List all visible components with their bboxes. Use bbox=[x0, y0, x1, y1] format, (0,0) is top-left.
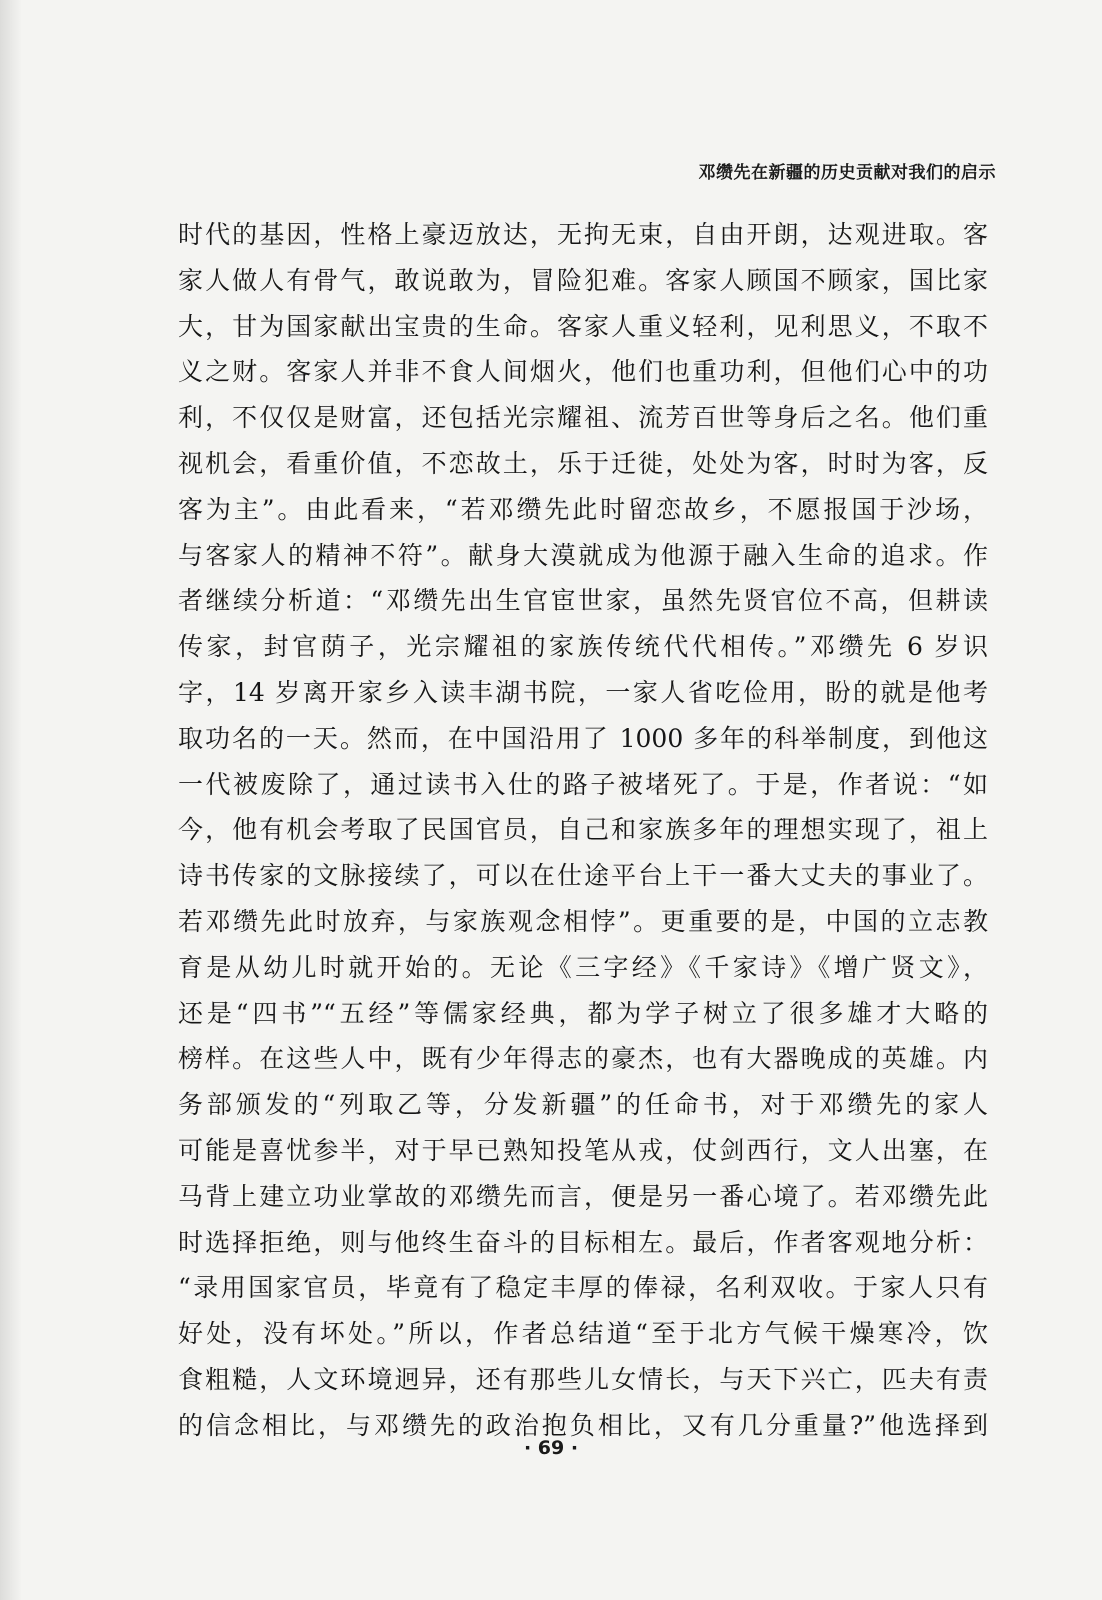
text-line: 诗书传家的文脉接续了，可以在仕途平台上干一番大丈夫的事业了。 bbox=[178, 861, 988, 891]
text-line: 与客家人的精神不符”。献身大漠就成为他源于融入生命的追求。作 bbox=[178, 540, 988, 570]
text-line: 今，他有机会考取了民国官员，自己和家族多年的理想实现了，祖上 bbox=[178, 815, 988, 845]
page-number: · 69 · bbox=[523, 1437, 579, 1459]
text-line: 的信念相比，与邓缵先的政治抱负相比，又有几分重量?”他选择到 bbox=[178, 1410, 988, 1440]
page-binding-edge bbox=[0, 0, 22, 1600]
text-line: 马背上建立功业掌故的邓缵先而言，便是另一番心境了。若邓缵先此 bbox=[178, 1181, 988, 1211]
text-line: 大，甘为国家献出宝贵的生命。客家人重义轻利，见利思义，不取不 bbox=[178, 311, 988, 341]
text-line: 义之财。客家人并非不食人间烟火，他们也重功利，但他们心中的功 bbox=[178, 357, 988, 387]
text-line: 传家，封官荫子，光宗耀祖的家族传统代代相传。”邓缵先 6 岁识 bbox=[178, 632, 988, 662]
text-line: 可能是喜忧参半，对于早已熟知投笔从戎，仗剑西行，文人出塞，在 bbox=[178, 1135, 988, 1165]
running-head: 邓缵先在新疆的历史贡献对我们的启示 bbox=[698, 163, 996, 183]
body-text bbox=[178, 212, 988, 1449]
text-line: 食粗糙，人文环境迥异，还有那些儿女情长，与天下兴亡，匹夫有责 bbox=[178, 1364, 988, 1394]
text-line: 者继续分析道：“邓缵先出生官宦世家，虽然先贤官位不高，但耕读 bbox=[178, 586, 988, 616]
text-line: 务部颁发的“列取乙等，分发新疆”的任命书，对于邓缵先的家人 bbox=[178, 1090, 988, 1120]
text-line: 客为主”。由此看来，“若邓缵先此时留恋故乡，不愿报国于沙场， bbox=[178, 494, 988, 524]
text-line: 榜样。在这些人中，既有少年得志的豪杰，也有大器晚成的英雄。内 bbox=[178, 1044, 988, 1074]
text-line: 时选择拒绝，则与他终生奋斗的目标相左。最后，作者客观地分析： bbox=[178, 1227, 988, 1257]
text-line: 字，14 岁离开家乡入读丰湖书院，一家人省吃俭用，盼的就是他考 bbox=[178, 677, 988, 707]
text-line: “录用国家官员，毕竟有了稳定丰厚的俸禄，名利双收。于家人只有 bbox=[178, 1273, 988, 1303]
text-line: 一代被废除了，通过读书入仕的路子被堵死了。于是，作者说：“如 bbox=[178, 769, 988, 799]
text-line: 家人做人有骨气，敢说敢为，冒险犯难。客家人顾国不顾家，国比家 bbox=[178, 265, 988, 295]
text-line: 视机会，看重价值，不恋故土，乐于迁徙，处处为客，时时为客，反 bbox=[178, 448, 988, 478]
text-line: 取功名的一天。然而，在中国沿用了 1000 多年的科举制度，到他这 bbox=[178, 723, 988, 753]
text-line: 若邓缵先此时放弃，与家族观念相悖”。更重要的是，中国的立志教 bbox=[178, 906, 988, 936]
text-line: 好处，没有坏处。”所以，作者总结道“至于北方气候干燥寒冷，饮 bbox=[178, 1319, 988, 1349]
text-line: 还是“四书”“五经”等儒家经典，都为学子树立了很多雄才大略的 bbox=[178, 998, 988, 1028]
text-line: 时代的基因，性格上豪迈放达，无拘无束，自由开朗，达观进取。客 bbox=[178, 220, 988, 249]
text-line: 利，不仅仅是财富，还包括光宗耀祖、流芳百世等身后之名。他们重 bbox=[178, 403, 988, 433]
text-line: 育是从幼儿时就开始的。无论《三字经》《千家诗》《增广贤文》， bbox=[178, 952, 988, 982]
